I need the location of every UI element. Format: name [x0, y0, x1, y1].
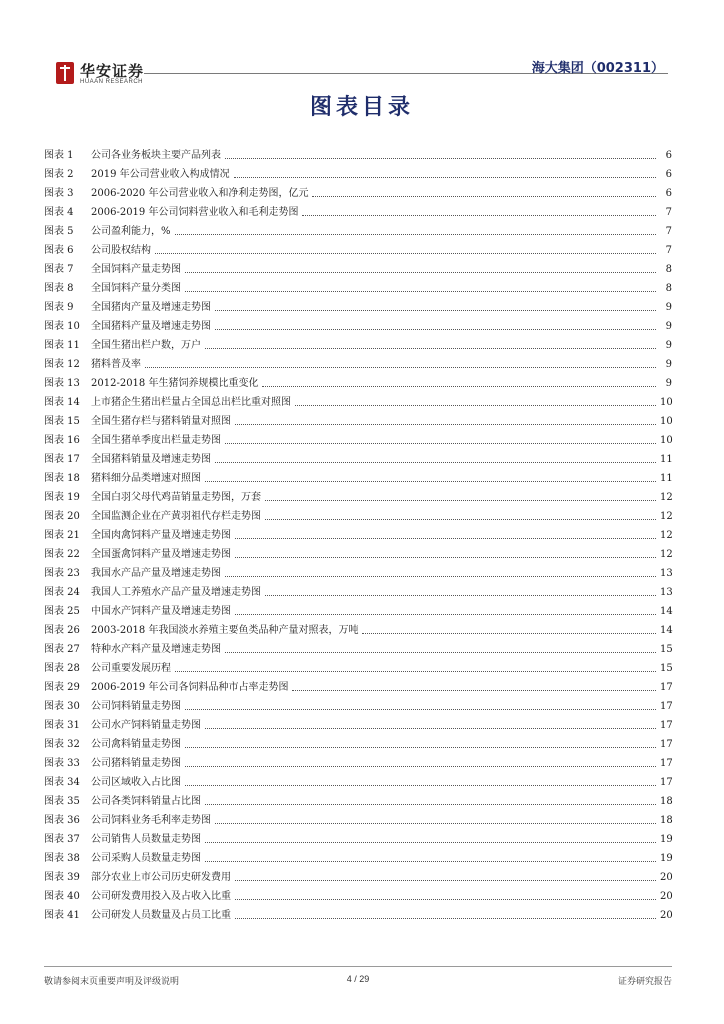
toc-entry[interactable]: [44, 336, 672, 355]
toc-entry-page: 17: [660, 758, 673, 769]
toc-entry-title: 全国生猪存栏与猪料销量对照图: [91, 416, 231, 427]
toc-entry[interactable]: [44, 697, 672, 716]
toc-entry-label: 图表 20: [44, 511, 80, 522]
toc-dot-leader: [235, 538, 656, 539]
toc-entry-label: 图表 14: [44, 397, 80, 408]
toc-entry-page: 10: [660, 435, 673, 446]
toc-dot-leader: [205, 348, 656, 349]
toc-entry[interactable]: [44, 412, 672, 431]
toc-entry-page: 10: [660, 416, 673, 427]
toc-entry-title: 公司销售人员数量走势图: [91, 834, 201, 845]
toc-entry-title: 全国饲料产量走势图: [91, 264, 181, 275]
toc-entry-page: 18: [660, 815, 673, 826]
toc-entry-label: 图表 17: [44, 454, 80, 465]
toc-entry-title: 2003-2018 年我国淡水养殖主要鱼类品种产量对照表，万吨: [91, 625, 359, 636]
toc-entry-label: 图表 9: [44, 302, 74, 313]
toc-entry-page: 13: [660, 568, 673, 579]
toc-entry-label: 图表 7: [44, 264, 74, 275]
toc-dot-leader: [215, 462, 656, 463]
toc-entry-label: 图表 16: [44, 435, 80, 446]
toc-entry-label: 图表 2: [44, 169, 74, 180]
toc-entry-page: 9: [665, 359, 672, 370]
toc-entry-title: 部分农业上市公司历史研发费用: [91, 872, 231, 883]
toc-entry-label: 图表 26: [44, 625, 80, 636]
toc-entry-page: 12: [660, 511, 673, 522]
toc-entry-title: 公司禽料销量走势图: [91, 739, 181, 750]
toc-entry-page: 14: [660, 606, 673, 617]
toc-entry-title: 公司股权结构: [91, 245, 151, 256]
toc-entry[interactable]: [44, 507, 672, 526]
huaan-logo: [56, 60, 186, 90]
toc-entry[interactable]: [44, 184, 672, 203]
toc-entry-title: 猪料细分品类增速对照图: [91, 473, 201, 484]
toc-entry-label: 图表 37: [44, 834, 80, 845]
toc-dot-leader: [145, 367, 656, 368]
toc-dot-leader: [185, 272, 656, 273]
toc-entry-title: 公司重要发展历程: [91, 663, 171, 674]
toc-entry-title: 我国人工养殖水产品产量及增速走势图: [91, 587, 261, 598]
toc-entry-title: 全国猪料产量及增速走势图: [91, 321, 211, 332]
toc-dot-leader: [235, 424, 656, 425]
toc-entry-page: 17: [660, 682, 673, 693]
toc-entry-label: 图表 34: [44, 777, 80, 788]
toc-entry-page: 20: [660, 872, 673, 883]
toc-entry-label: 图表 3: [44, 188, 74, 199]
toc-entry-label: 图表 36: [44, 815, 80, 826]
toc-dot-leader: [234, 177, 656, 178]
toc-entry-page: 11: [660, 473, 673, 484]
footer-divider: [44, 966, 672, 967]
toc-entry-title: 公司各业务板块主要产品列表: [91, 150, 221, 161]
toc-entry-label: 图表 12: [44, 359, 80, 370]
toc-entry-page: 7: [665, 207, 672, 218]
toc-entry[interactable]: [44, 792, 672, 811]
toc-entry-page: 6: [665, 188, 672, 199]
toc-entry-label: 图表 28: [44, 663, 80, 674]
toc-entry[interactable]: [44, 165, 672, 184]
toc-entry-title: 全国白羽父母代鸡苗销量走势图，万套: [91, 492, 261, 503]
footer-report-category: 证券研究报告: [617, 977, 672, 987]
toc-dot-leader: [205, 481, 656, 482]
toc-entry-page: 9: [665, 378, 672, 389]
toc-entry-page: 8: [665, 264, 672, 275]
toc-entry[interactable]: [44, 906, 672, 925]
toc-entry-label: 图表 24: [44, 587, 80, 598]
toc-entry-label: 图表 23: [44, 568, 80, 579]
toc-entry-title: 2006-2020 年公司营业收入和净利走势图，亿元: [91, 188, 309, 199]
toc-entry-label: 图表 39: [44, 872, 80, 883]
toc-entry[interactable]: [44, 678, 672, 697]
toc-entry-label: 图表 40: [44, 891, 80, 902]
toc-dot-leader: [312, 196, 656, 197]
toc-dot-leader: [175, 234, 656, 235]
toc-entry-label: 图表 29: [44, 682, 80, 693]
toc-entry-title: 公司研发费用投入及占收入比重: [91, 891, 231, 902]
toc-dot-leader: [205, 842, 656, 843]
toc-dot-leader: [225, 576, 656, 577]
table-of-figures: [44, 146, 672, 925]
toc-entry[interactable]: [44, 469, 672, 488]
toc-entry-label: 图表 35: [44, 796, 80, 807]
toc-entry[interactable]: [44, 317, 672, 336]
toc-entry[interactable]: [44, 602, 672, 621]
toc-entry[interactable]: [44, 260, 672, 279]
toc-dot-leader: [205, 728, 656, 729]
toc-dot-leader: [225, 443, 656, 444]
toc-entry[interactable]: [44, 222, 672, 241]
toc-entry-label: 图表 5: [44, 226, 74, 237]
toc-entry-label: 图表 32: [44, 739, 80, 750]
huaan-logo-icon: [56, 62, 74, 84]
toc-dot-leader: [175, 671, 656, 672]
toc-entry-title: 全国生猪单季度出栏量走势图: [91, 435, 221, 446]
toc-dot-leader: [185, 785, 656, 786]
page-title: 图表目录: [309, 95, 414, 120]
toc-entry-title: 公司盈利能力，%: [91, 226, 171, 237]
toc-entry-page: 12: [660, 492, 673, 503]
toc-entry[interactable]: [44, 754, 672, 773]
toc-entry[interactable]: [44, 355, 672, 374]
toc-entry[interactable]: [44, 545, 672, 564]
toc-entry-title: 2012-2018 年生猪饲养规模比重变化: [91, 378, 259, 389]
toc-entry-page: 17: [660, 720, 673, 731]
toc-entry-title: 全国肉禽饲料产量及增速走势图: [91, 530, 231, 541]
toc-entry-title: 全国蛋禽饲料产量及增速走势图: [91, 549, 231, 560]
toc-entry-label: 图表 21: [44, 530, 80, 541]
toc-entry[interactable]: [44, 735, 672, 754]
toc-entry-page: 17: [660, 701, 673, 712]
toc-entry[interactable]: [44, 811, 672, 830]
toc-entry[interactable]: [44, 849, 672, 868]
toc-entry-label: 图表 15: [44, 416, 80, 427]
company-name: 海大集团（002311）: [531, 61, 664, 76]
toc-entry[interactable]: [44, 374, 672, 393]
toc-entry-title: 特种水产料产量及增速走势图: [91, 644, 221, 655]
toc-entry[interactable]: [44, 621, 672, 640]
toc-entry-page: 12: [660, 530, 673, 541]
toc-entry-label: 图表 10: [44, 321, 80, 332]
toc-entry-page: 7: [665, 226, 672, 237]
toc-entry-label: 图表 4: [44, 207, 74, 218]
toc-dot-leader: [302, 215, 656, 216]
toc-entry-label: 图表 41: [44, 910, 80, 921]
toc-entry-label: 图表 8: [44, 283, 74, 294]
toc-entry-title: 中国水产饲料产量及增速走势图: [91, 606, 231, 617]
toc-dot-leader: [265, 500, 656, 501]
toc-entry-label: 图表 1: [44, 150, 74, 161]
toc-entry-page: 13: [660, 587, 673, 598]
toc-dot-leader: [265, 595, 656, 596]
toc-entry-page: 19: [660, 834, 673, 845]
toc-entry[interactable]: [44, 279, 672, 298]
toc-entry[interactable]: [44, 526, 672, 545]
toc-dot-leader: [362, 633, 656, 634]
toc-dot-leader: [155, 253, 656, 254]
toc-entry[interactable]: [44, 564, 672, 583]
toc-entry-page: 20: [660, 910, 673, 921]
toc-entry-title: 全国猪肉产量及增速走势图: [91, 302, 211, 313]
toc-entry-title: 公司区域收入占比图: [91, 777, 181, 788]
toc-dot-leader: [185, 747, 656, 748]
toc-entry-label: 图表 18: [44, 473, 80, 484]
toc-dot-leader: [215, 329, 656, 330]
toc-entry-page: 6: [665, 169, 672, 180]
toc-entry[interactable]: [44, 431, 672, 450]
toc-entry[interactable]: [44, 393, 672, 412]
toc-entry-page: 9: [665, 302, 672, 313]
toc-entry-title: 公司研发人员数量及占员工比重: [91, 910, 231, 921]
toc-entry[interactable]: [44, 203, 672, 222]
toc-entry[interactable]: [44, 887, 672, 906]
toc-entry-page: 17: [660, 739, 673, 750]
toc-entry-label: 图表 6: [44, 245, 74, 256]
toc-entry-title: 公司饲料业务毛利率走势图: [91, 815, 211, 826]
toc-entry-page: 8: [665, 283, 672, 294]
toc-entry-title: 2006-2019 年公司饲料营业收入和毛利走势图: [91, 207, 299, 218]
toc-entry-title: 公司水产饲料销量走势图: [91, 720, 201, 731]
toc-entry-label: 图表 27: [44, 644, 80, 655]
toc-entry-page: 7: [665, 245, 672, 256]
toc-entry-title: 全国饲料产量分类图: [91, 283, 181, 294]
toc-entry[interactable]: [44, 146, 672, 165]
toc-entry-title: 公司猪料销量走势图: [91, 758, 181, 769]
toc-dot-leader: [225, 158, 656, 159]
logo-chinese-name: 华安证券: [80, 62, 145, 80]
toc-dot-leader: [205, 861, 656, 862]
toc-entry-title: 全国猪料销量及增速走势图: [91, 454, 211, 465]
toc-entry-page: 19: [660, 853, 673, 864]
toc-entry-label: 图表 11: [44, 340, 80, 351]
toc-entry-title: 2006-2019 年公司各饲料品种市占率走势图: [91, 682, 289, 693]
toc-entry-label: 图表 19: [44, 492, 80, 503]
toc-entry-page: 9: [665, 340, 672, 351]
logo-english-name: HUAAN RESEARCH: [80, 79, 144, 85]
toc-dot-leader: [235, 918, 656, 919]
toc-entry-label: 图表 25: [44, 606, 80, 617]
toc-entry[interactable]: [44, 640, 672, 659]
toc-entry-page: 10: [660, 397, 673, 408]
toc-entry[interactable]: [44, 583, 672, 602]
toc-dot-leader: [225, 652, 656, 653]
toc-entry[interactable]: [44, 488, 672, 507]
toc-entry-label: 图表 33: [44, 758, 80, 769]
toc-entry-page: 11: [660, 454, 673, 465]
page-footer: [44, 966, 672, 986]
footer-disclaimer: 敬请参阅末页重要声明及评级说明: [44, 977, 180, 987]
toc-entry-label: 图表 22: [44, 549, 80, 560]
toc-dot-leader: [295, 405, 656, 406]
toc-dot-leader: [292, 690, 656, 691]
toc-entry-label: 图表 38: [44, 853, 80, 864]
toc-entry-title: 公司采购人员数量走势图: [91, 853, 201, 864]
toc-entry-page: 20: [660, 891, 673, 902]
toc-entry-page: 15: [660, 663, 673, 674]
toc-entry[interactable]: [44, 659, 672, 678]
toc-entry[interactable]: [44, 450, 672, 469]
toc-entry[interactable]: [44, 773, 672, 792]
toc-entry-title: 上市猪企生猪出栏量占全国总出栏比重对照图: [91, 397, 291, 408]
toc-entry-page: 18: [660, 796, 673, 807]
toc-dot-leader: [265, 519, 656, 520]
toc-entry[interactable]: [44, 716, 672, 735]
toc-entry-page: 9: [665, 321, 672, 332]
toc-dot-leader: [235, 899, 656, 900]
toc-dot-leader: [205, 804, 656, 805]
toc-entry-label: 图表 13: [44, 378, 80, 389]
footer-page-number: 4 / 29: [346, 974, 370, 984]
toc-entry[interactable]: [44, 298, 672, 317]
toc-entry[interactable]: [44, 868, 672, 887]
toc-dot-leader: [215, 310, 656, 311]
toc-entry-title: 全国监测企业在产黄羽祖代存栏走势图: [91, 511, 261, 522]
toc-entry-title: 公司各类饲料销量占比图: [91, 796, 201, 807]
toc-dot-leader: [235, 614, 656, 615]
toc-dot-leader: [215, 823, 656, 824]
toc-entry[interactable]: [44, 241, 672, 260]
toc-dot-leader: [185, 291, 656, 292]
toc-dot-leader: [185, 709, 656, 710]
toc-entry-page: 14: [660, 625, 673, 636]
toc-entry-page: 12: [660, 549, 673, 560]
toc-entry-label: 图表 31: [44, 720, 80, 731]
page-header: [44, 56, 668, 90]
toc-entry-page: 15: [660, 644, 673, 655]
toc-entry-title: 2019 年公司营业收入构成情况: [91, 169, 230, 180]
toc-entry-title: 全国生猪出栏户数，万户: [91, 340, 201, 351]
toc-dot-leader: [185, 766, 656, 767]
toc-entry-page: 6: [665, 150, 672, 161]
toc-dot-leader: [235, 880, 656, 881]
toc-dot-leader: [262, 386, 656, 387]
toc-entry-page: 17: [660, 777, 673, 788]
toc-entry[interactable]: [44, 830, 672, 849]
toc-entry-title: 公司饲料销量走势图: [91, 701, 181, 712]
toc-entry-title: 猪料普及率: [91, 359, 141, 370]
toc-entry-label: 图表 30: [44, 701, 80, 712]
toc-dot-leader: [235, 557, 656, 558]
toc-entry-title: 我国水产品产量及增速走势图: [91, 568, 221, 579]
